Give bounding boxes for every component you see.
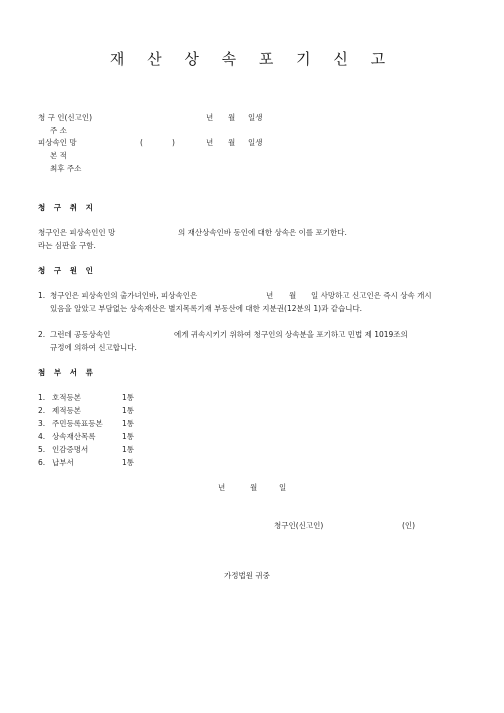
domicile-label: 본 적 [50,151,67,160]
document-title: 재 산 상 속 포 기 신 고 [109,50,395,68]
claimant-birth-year: 년 [206,113,214,122]
cause-item2-part2: 에게 귀속시키기 위하여 청구인의 상속분을 포기하고 민법 제 1019조의 [174,330,408,339]
list-item-name: 상속재산목록 [52,432,96,441]
cause-item2-part1: 그런데 공동상속인 [50,330,111,339]
court-addressee: 가정법원 귀중 [224,571,270,580]
list-item-name: 납부서 [52,458,74,467]
claimant-birth-day: 일생 [248,113,263,122]
cause-item1-part1: 청구인은 피상속인의 출가녀인바, 피상속인은 [50,291,198,300]
list-item-name: 제적등본 [52,406,81,415]
list-item-number: 3. [38,419,46,428]
date-year: 년 [218,483,226,492]
date-day: 일 [279,483,287,492]
list-item-count: 1통 [122,406,135,415]
purpose-line2: 라는 심판을 구함. [38,241,96,250]
cause-item1-part2: 일 사망하고 신고인은 즉시 상속 개시 [311,291,432,300]
deceased-paren-open: ( [140,138,143,147]
deceased-paren-close: ) [172,138,175,147]
list-item-number: 1. [38,393,46,402]
signature-seal: (인) [402,521,416,530]
deceased-birth-month: 월 [228,138,236,147]
address-label: 주 소 [50,126,67,135]
list-item-number: 2. [38,406,46,415]
cause-item2-number: 2. [38,330,46,339]
purpose-line1-part1: 청구인은 피상속인인 망 [38,228,116,237]
date-month: 월 [250,483,258,492]
cause-item1-month: 월 [289,291,297,300]
list-item-count: 1통 [122,432,135,441]
claimant-label: 청 구 인(신고인) [38,113,93,122]
list-item-number: 5. [38,445,46,454]
cause-item1-year: 년 [266,291,274,300]
attachments-heading: 첨 부 서 류 [38,368,96,377]
list-item-name: 주민등록표등본 [52,419,103,428]
list-item-name: 인감증명서 [52,445,89,454]
cause-item1-line2: 있음을 알았고 부담없는 상속재산은 별지목록기재 부동산에 대한 지분권(12분의 1)과 같습니다. [50,304,363,313]
list-item-number: 6. [38,458,46,467]
claimant-birth-month: 월 [228,113,236,122]
list-item-count: 1통 [122,445,135,454]
list-item-count: 1통 [122,458,135,467]
signature-label: 청구인(신고인) [274,521,324,530]
list-item-count: 1통 [122,419,135,428]
purpose-line1-part2: 의 재산상속인바 동인에 대한 상속은 이를 포기한다. [178,228,347,237]
deceased-birth-day: 일생 [248,138,263,147]
purpose-heading: 청 구 취 지 [38,203,96,212]
cause-item1-number: 1. [38,291,46,300]
list-item-name: 호적등본 [52,393,81,402]
cause-item2-line2: 규정에 의하여 신고합니다. [50,343,137,352]
last-address-label: 최후 주소 [50,164,82,173]
list-item-number: 4. [38,432,46,441]
deceased-birth-year: 년 [206,138,214,147]
cause-heading: 청 구 원 인 [38,266,96,275]
deceased-label: 피상속인 망 [38,138,77,147]
list-item-count: 1통 [122,393,135,402]
